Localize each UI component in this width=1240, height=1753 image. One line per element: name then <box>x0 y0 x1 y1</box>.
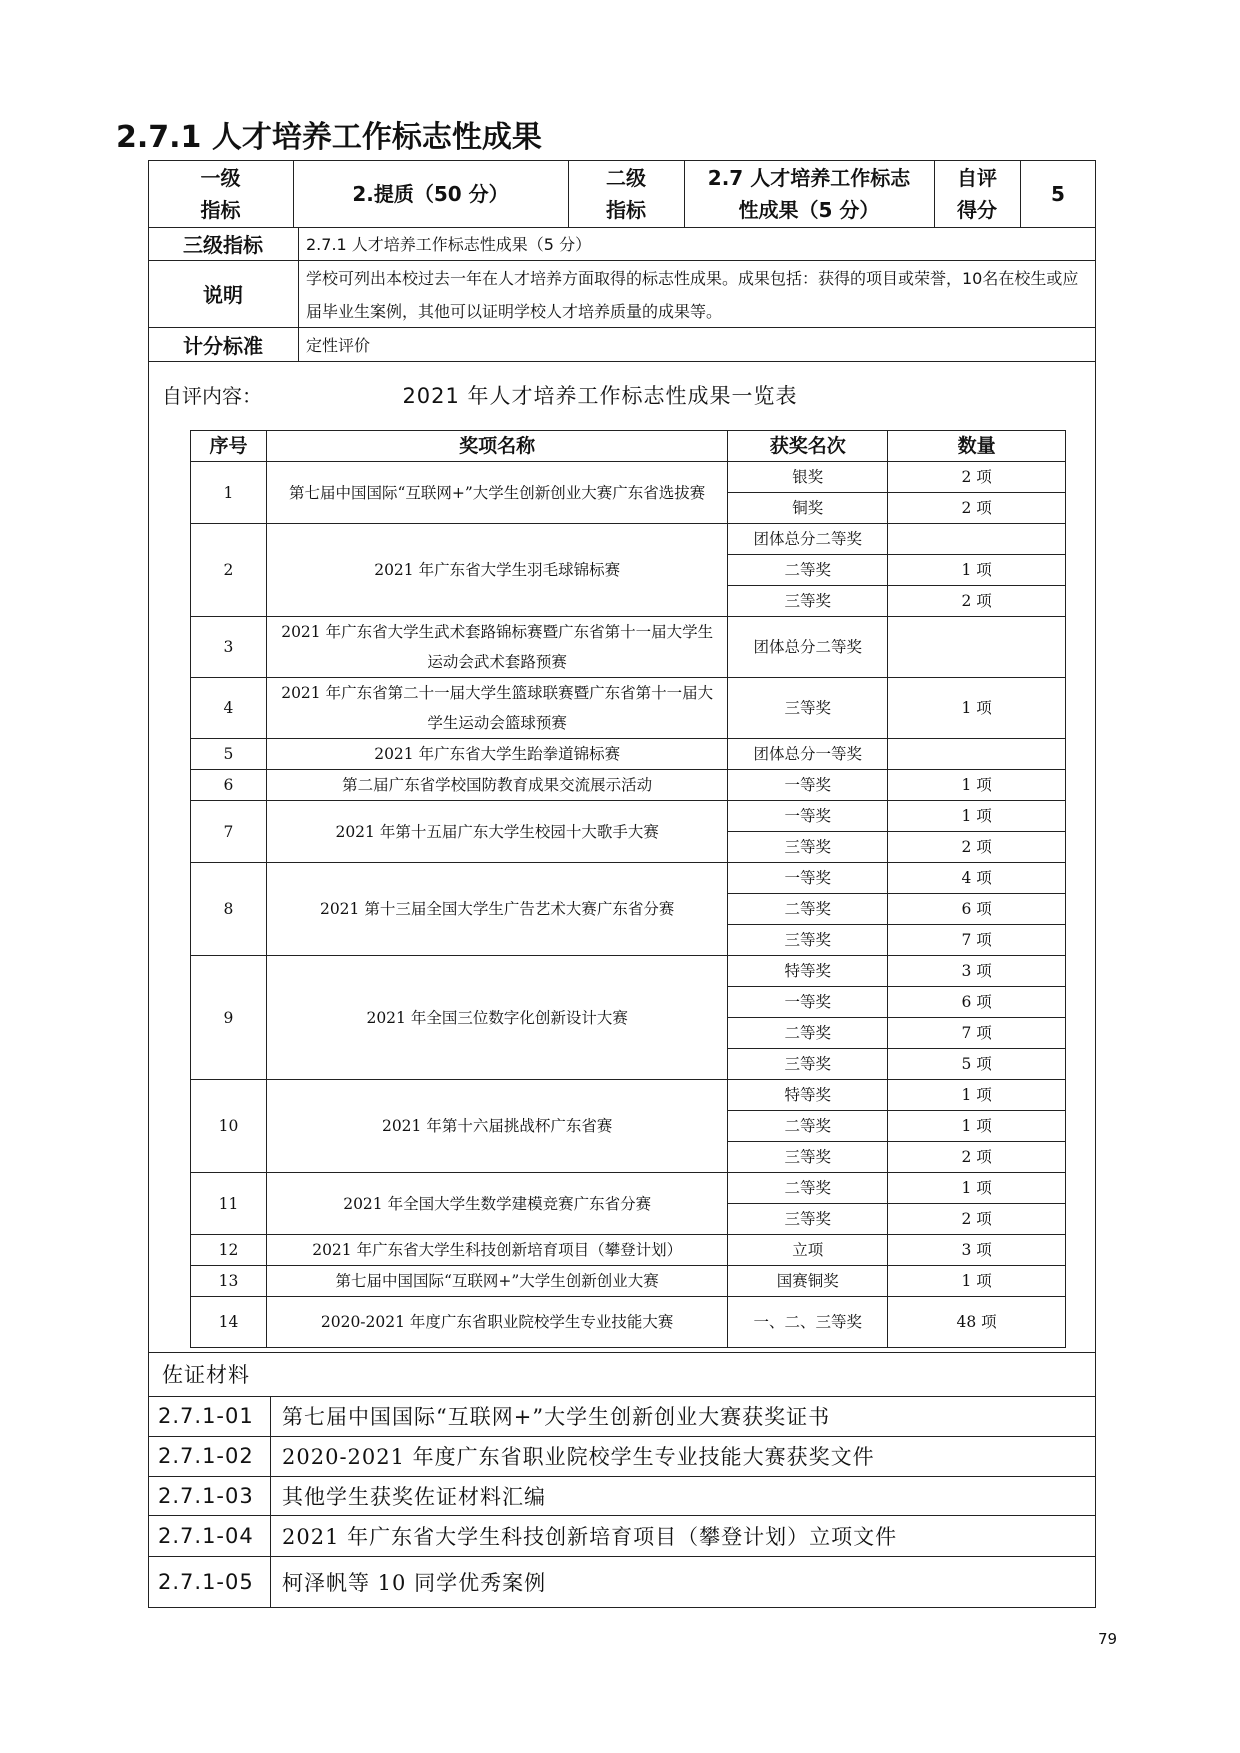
table-row <box>191 678 1066 739</box>
award-rank: 特等奖 <box>728 1080 888 1111</box>
table-row <box>191 462 1066 493</box>
level3-label: 三级指标 <box>183 233 263 257</box>
level1-value: 2.提质（50 分） <box>352 181 509 206</box>
evidence-code: 2.7.1-05 <box>158 1570 254 1594</box>
award-rank: 银奖 <box>728 462 888 493</box>
award-name: 2021 年广东省大学生跆拳道锦标赛 <box>266 739 727 770</box>
award-no: 5 <box>191 739 267 770</box>
header-name: 奖项名称 <box>266 431 727 462</box>
award-no: 10 <box>191 1080 267 1173</box>
award-count: 6 项 <box>888 987 1066 1018</box>
award-rank: 三等奖 <box>728 1204 888 1235</box>
scoring-label: 计分标准 <box>183 333 263 358</box>
award-count: 1 项 <box>888 1080 1066 1111</box>
award-name: 2021 年广东省大学生武术套路锦标赛暨广东省第十一届大学生运动会武术套路预赛 <box>266 617 727 678</box>
table-row <box>191 1297 1066 1348</box>
award-count: 2 项 <box>888 1204 1066 1235</box>
award-name: 第七届中国国际“互联网+”大学生创新创业大赛 <box>266 1266 727 1297</box>
award-rank: 三等奖 <box>728 1049 888 1080</box>
award-rank: 二等奖 <box>728 1111 888 1142</box>
award-no: 11 <box>191 1173 267 1235</box>
award-rank: 二等奖 <box>728 894 888 925</box>
award-name: 2021 年第十五届广东大学生校园十大歌手大赛 <box>266 801 727 863</box>
award-rank: 立项 <box>728 1235 888 1266</box>
awards-table <box>190 430 1066 1348</box>
award-rank: 团体总分二等奖 <box>728 617 888 678</box>
header-rank: 获奖名次 <box>728 431 888 462</box>
header-no: 序号 <box>191 431 267 462</box>
section-title: 2.7.1 人才培养工作标志性成果 <box>116 120 542 155</box>
award-rank: 三等奖 <box>728 586 888 617</box>
self-eval-label: 自评内容： <box>162 384 262 408</box>
award-count: 2 项 <box>888 586 1066 617</box>
award-count: 2 项 <box>888 462 1066 493</box>
award-name: 2021 年第十六届挑战杯广东省赛 <box>266 1080 727 1173</box>
evidence-item: 2021 年广东省大学生科技创新培育项目（攀登计划）立项文件 <box>282 1524 898 1549</box>
table-row <box>191 863 1066 894</box>
table-row <box>191 524 1066 555</box>
award-count: 2 项 <box>888 832 1066 863</box>
award-no: 3 <box>191 617 267 678</box>
award-count: 3 项 <box>888 956 1066 987</box>
award-count <box>888 739 1066 770</box>
award-rank: 一等奖 <box>728 863 888 894</box>
award-rank: 一等奖 <box>728 801 888 832</box>
awards-table-title: 2021 年人才培养工作标志性成果一览表 <box>402 384 798 408</box>
page-number: 79 <box>1098 1630 1118 1648</box>
award-count: 1 项 <box>888 1266 1066 1297</box>
award-no: 8 <box>191 863 267 956</box>
award-count: 6 项 <box>888 894 1066 925</box>
award-name: 2021 年广东省大学生科技创新培育项目（攀登计划） <box>266 1235 727 1266</box>
award-count: 2 项 <box>888 1142 1066 1173</box>
award-count: 48 项 <box>888 1297 1066 1348</box>
award-count: 1 项 <box>888 555 1066 586</box>
awards-table-body <box>191 462 1066 1348</box>
award-name: 第二届广东省学校国防教育成果交流展示活动 <box>266 770 727 801</box>
award-rank: 二等奖 <box>728 1173 888 1204</box>
evidence-item: 其他学生获奖佐证材料汇编 <box>282 1484 546 1509</box>
award-rank: 三等奖 <box>728 925 888 956</box>
award-count: 1 项 <box>888 1111 1066 1142</box>
award-name: 2021 年全国大学生数学建模竞赛广东省分赛 <box>266 1173 727 1235</box>
evidence-label: 佐证材料 <box>162 1363 250 1387</box>
table-row <box>191 1266 1066 1297</box>
evidence-code: 2.7.1-01 <box>158 1404 254 1428</box>
award-count: 3 项 <box>888 1235 1066 1266</box>
award-count: 7 项 <box>888 1018 1066 1049</box>
award-no: 9 <box>191 956 267 1080</box>
header-count: 数量 <box>888 431 1066 462</box>
award-rank: 团体总分一等奖 <box>728 739 888 770</box>
level3-value: 2.7.1 人才培养工作标志性成果（5 分） <box>306 235 592 254</box>
award-count: 5 项 <box>888 1049 1066 1080</box>
table-row <box>191 1173 1066 1204</box>
self-score-label: 自评 得分 <box>957 165 997 222</box>
award-name: 2021 年广东省大学生羽毛球锦标赛 <box>266 524 727 617</box>
award-name: 2021 年广东省第二十一届大学生篮球联赛暨广东省第十一届大学生运动会篮球预赛 <box>266 678 727 739</box>
award-count: 2 项 <box>888 493 1066 524</box>
award-rank: 国赛铜奖 <box>728 1266 888 1297</box>
award-rank: 铜奖 <box>728 493 888 524</box>
award-count <box>888 524 1066 555</box>
award-no: 2 <box>191 524 267 617</box>
explanation-label: 说明 <box>203 283 243 307</box>
award-no: 12 <box>191 1235 267 1266</box>
award-rank: 三等奖 <box>728 1142 888 1173</box>
level2-label: 二级 指标 <box>606 165 646 222</box>
evidence-item: 2020-2021 年度广东省职业院校学生专业技能大赛获奖文件 <box>282 1445 875 1469</box>
table-row <box>191 617 1066 678</box>
award-name: 2020-2021 年度广东省职业院校学生专业技能大赛 <box>266 1297 727 1348</box>
award-rank: 特等奖 <box>728 956 888 987</box>
awards-table-header <box>191 431 1066 462</box>
level2-value: 2.7 人才培养工作标志 性成果（5 分） <box>707 165 911 222</box>
award-no: 1 <box>191 462 267 524</box>
scoring-value: 定性评价 <box>306 335 371 355</box>
evidence-item: 柯泽帆等 10 同学优秀案例 <box>282 1571 547 1595</box>
table-row <box>191 956 1066 987</box>
self-score-value: 5 <box>1051 181 1065 206</box>
award-name: 2021 年全国三位数字化创新设计大赛 <box>266 956 727 1080</box>
table-row <box>191 739 1066 770</box>
evidence-code: 2.7.1-02 <box>158 1444 254 1468</box>
award-no: 6 <box>191 770 267 801</box>
award-no: 7 <box>191 801 267 863</box>
evidence-code: 2.7.1-04 <box>158 1523 254 1548</box>
award-name: 2021 第十三届全国大学生广告艺术大赛广东省分赛 <box>266 863 727 956</box>
award-count: 1 项 <box>888 1173 1066 1204</box>
award-no: 13 <box>191 1266 267 1297</box>
award-count: 7 项 <box>888 925 1066 956</box>
table-row <box>191 801 1066 832</box>
evidence-code: 2.7.1-03 <box>158 1483 254 1508</box>
award-rank: 二等奖 <box>728 555 888 586</box>
award-count: 4 项 <box>888 863 1066 894</box>
award-rank: 一、二、三等奖 <box>728 1297 888 1348</box>
award-rank: 一等奖 <box>728 987 888 1018</box>
table-row <box>191 1235 1066 1266</box>
award-no: 14 <box>191 1297 267 1348</box>
table-row <box>191 1080 1066 1111</box>
table-row <box>191 770 1066 801</box>
award-no: 4 <box>191 678 267 739</box>
award-rank: 二等奖 <box>728 1018 888 1049</box>
award-count <box>888 617 1066 678</box>
award-count: 1 项 <box>888 678 1066 739</box>
award-count: 1 项 <box>888 801 1066 832</box>
explanation-text: 学校可列出本校过去一年在人才培养方面取得的标志性成果。成果包括：获得的项目或荣誉，10名在校生或应届毕业生案例，其他可以证明学校人才培养质量的成果等。 <box>306 269 1079 321</box>
award-rank: 团体总分二等奖 <box>728 524 888 555</box>
evidence-item: 第七届中国国际“互联网+”大学生创新创业大赛获奖证书 <box>282 1405 831 1429</box>
level1-label: 一级 指标 <box>200 165 241 222</box>
award-rank: 三等奖 <box>728 832 888 863</box>
award-rank: 三等奖 <box>728 678 888 739</box>
award-name: 第七届中国国际“互联网+”大学生创新创业大赛广东省选拔赛 <box>266 462 727 524</box>
award-count: 1 项 <box>888 770 1066 801</box>
award-rank: 一等奖 <box>728 770 888 801</box>
